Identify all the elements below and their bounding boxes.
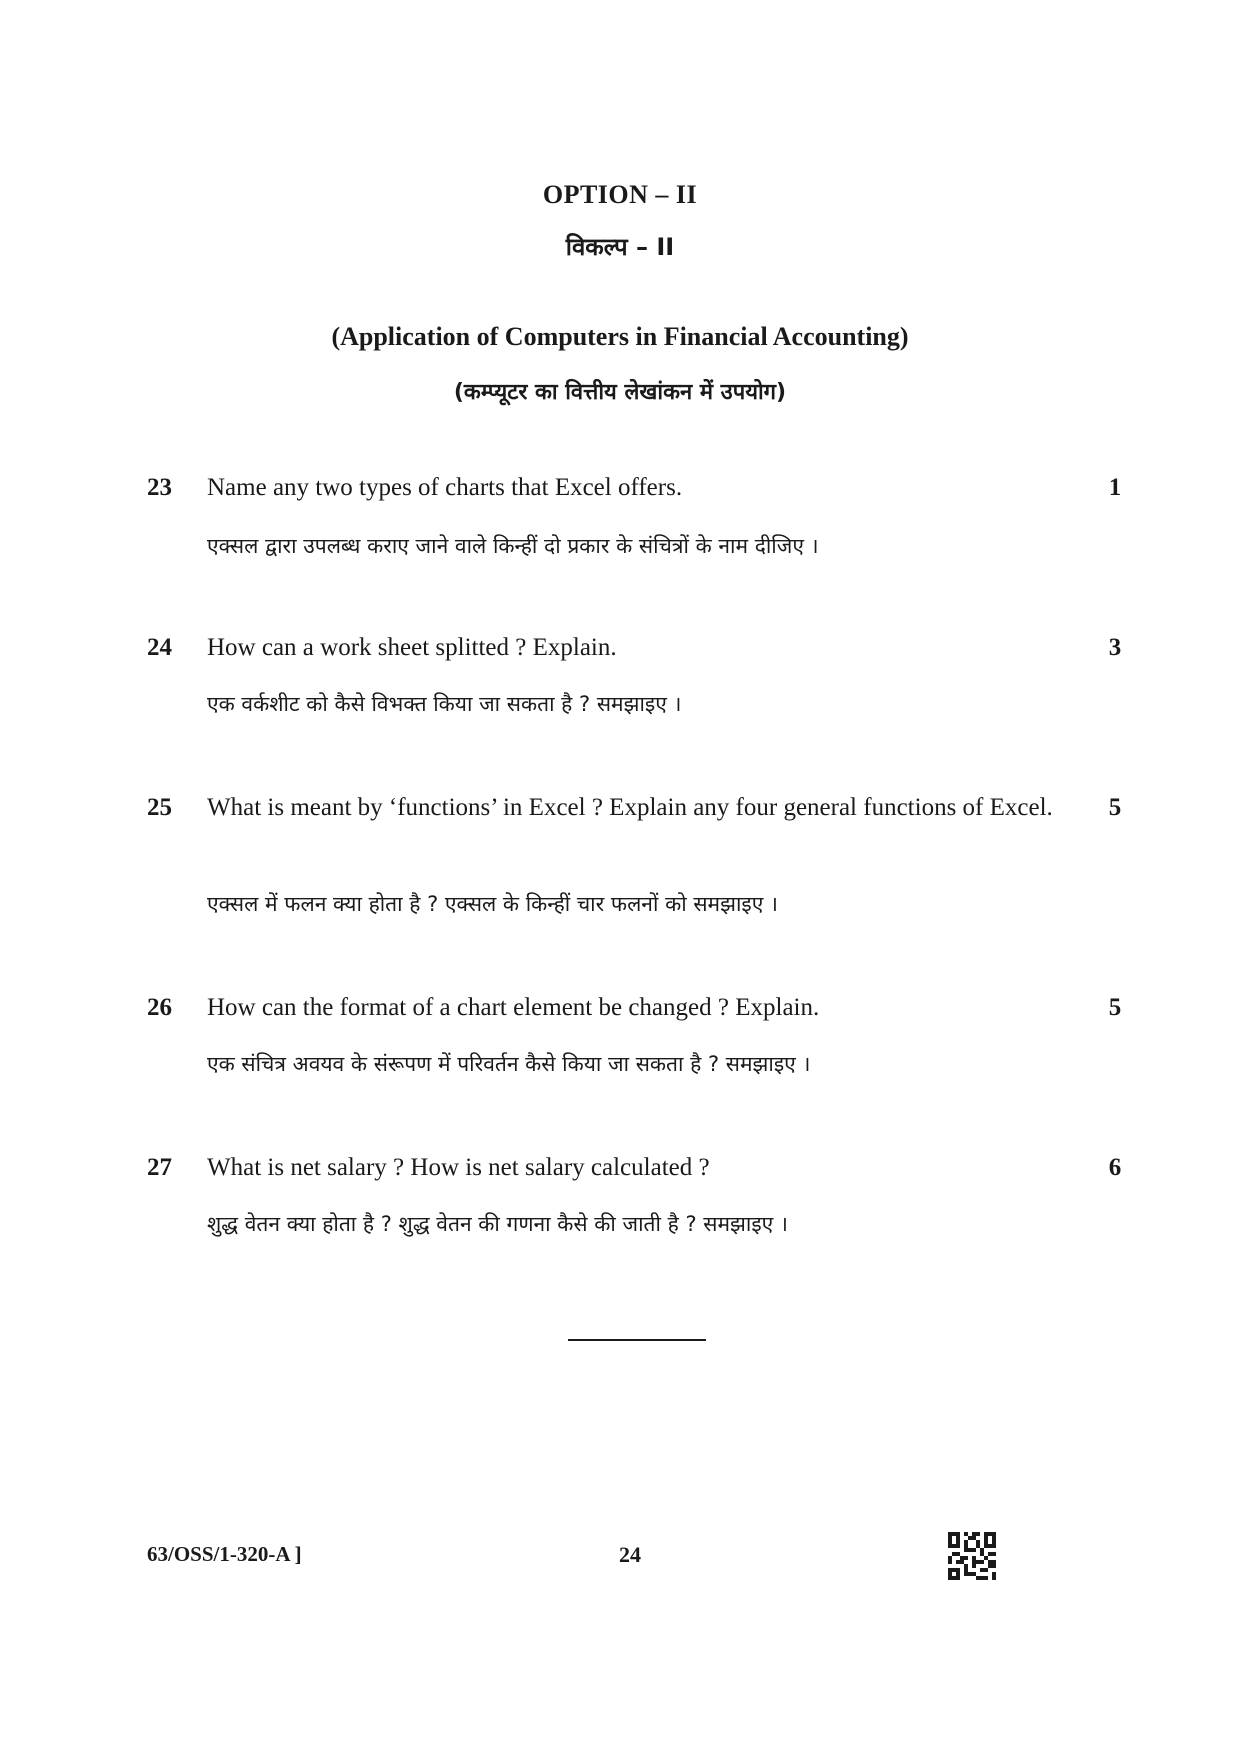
section-title: (Application of Computers in Financial Accounting) bbox=[331, 322, 909, 351]
question-number: 23 bbox=[147, 474, 172, 501]
question-text: What is net salary ? How is net salary calculated ? bbox=[207, 1154, 710, 1181]
section-title-hindi: (कम्प्यूटर का वित्तीय लेखांकन में उपयोग) bbox=[453, 380, 787, 405]
question-marks: 1 bbox=[1108, 474, 1122, 501]
question-number: 27 bbox=[147, 1154, 172, 1181]
question-text: Name any two types of charts that Excel offers. bbox=[207, 474, 683, 501]
end-rule bbox=[568, 1339, 706, 1341]
question-number: 25 bbox=[147, 794, 172, 821]
qr-code-icon bbox=[948, 1532, 996, 1580]
option-title-hindi: विकल्प – II bbox=[565, 233, 675, 261]
question-marks: 3 bbox=[1108, 634, 1122, 661]
page-number: 24 bbox=[619, 1542, 641, 1567]
question-number: 24 bbox=[147, 634, 172, 661]
question-marks: 6 bbox=[1108, 1154, 1122, 1181]
question-text-hindi: एक्सल में फलन क्या होता है ? एक्सल के किन्हीं चार फलनों को समझाइए । bbox=[207, 892, 778, 916]
option-title: OPTION – II bbox=[542, 180, 698, 209]
question-text-hindi: एक्सल द्वारा उपलब्ध कराए जाने वाले किन्हीं दो प्रकार के संचित्रों के नाम दीजिए । bbox=[207, 534, 819, 558]
question-text-hindi: एक वर्कशीट को कैसे विभक्त किया जा सकता है ? समझाइए । bbox=[207, 692, 682, 716]
paper-code: 63/OSS/1-320-A ] bbox=[147, 1542, 302, 1566]
question-text: How can the format of a chart element be changed ? Explain. bbox=[207, 994, 820, 1021]
question-text-hindi: एक संचित्र अवयव के संरूपण में परिवर्तन कैसे किया जा सकता है ? समझाइए । bbox=[207, 1052, 811, 1076]
question-text: How can a work sheet splitted ? Explain. bbox=[207, 634, 617, 661]
question-marks: 5 bbox=[1108, 994, 1122, 1021]
question-text-hindi: शुद्ध वेतन क्या होता है ? शुद्ध वेतन की गणना कैसे की जाती है ? समझाइए । bbox=[207, 1212, 788, 1236]
question-text: What is meant by ‘functions’ in Excel ? Explain any four general functions of Excel. bbox=[207, 794, 1053, 821]
question-marks: 5 bbox=[1108, 794, 1122, 821]
question-number: 26 bbox=[147, 994, 172, 1021]
